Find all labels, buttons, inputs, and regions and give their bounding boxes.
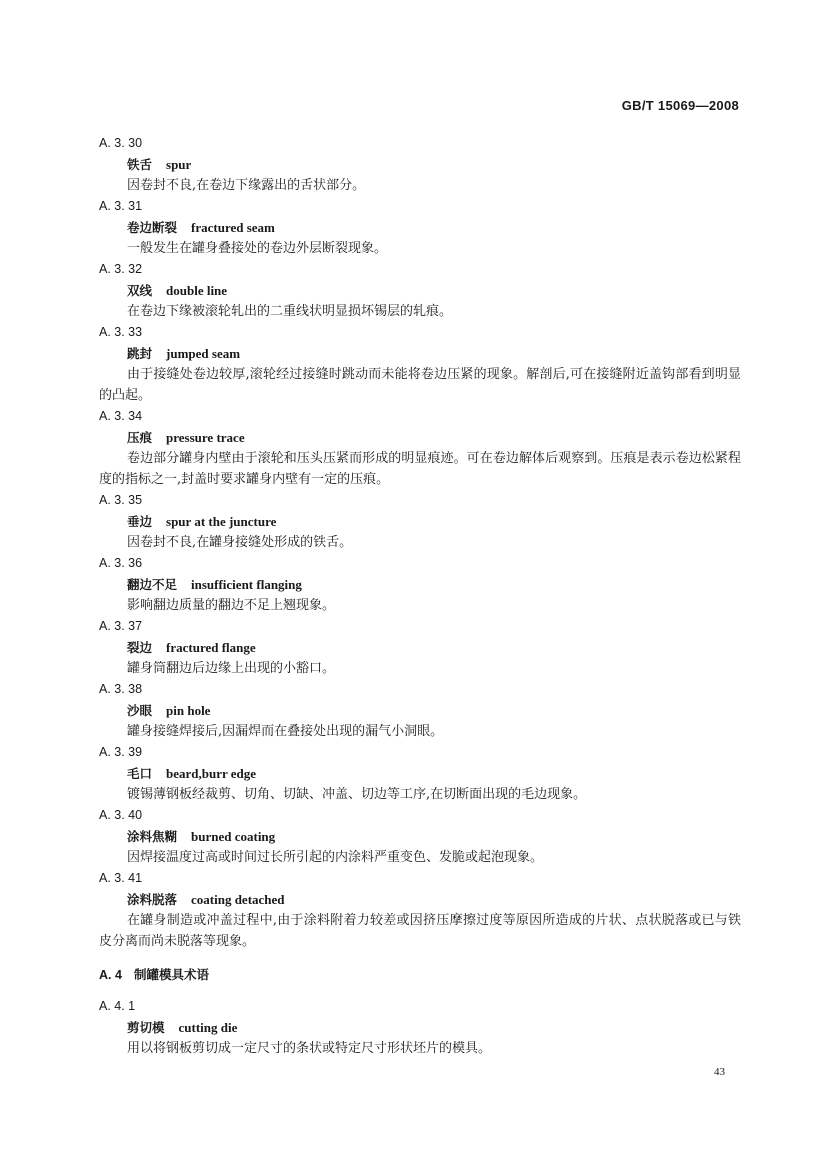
term-entry	[99, 679, 741, 742]
term-definition: 罐身接缝焊接后,因漏焊而在叠接处出现的漏气小洞眼。	[127, 724, 444, 739]
term-english: insufficient flanging	[191, 577, 302, 592]
term-chinese: 压痕	[127, 430, 153, 445]
term-entry	[99, 553, 741, 616]
term-number: A. 3. 34	[99, 409, 143, 423]
term-definition: 因卷封不良,在罐身接缝处形成的铁舌。	[127, 535, 353, 550]
term-chinese: 卷边断裂	[127, 220, 178, 235]
standard-header: GB/T 15069—2008	[621, 98, 739, 113]
term-entry	[99, 490, 741, 553]
term-chinese: 毛口	[127, 766, 153, 781]
term-english: fractured flange	[166, 640, 256, 655]
term-chinese: 涂料脱落	[127, 892, 178, 907]
term-number: A. 3. 41	[99, 871, 143, 885]
term-chinese: 垂边	[127, 514, 153, 529]
term-chinese: 双线	[127, 283, 153, 298]
term-heading	[99, 763, 741, 784]
term-chinese: 剪切模	[127, 1020, 165, 1035]
term-chinese: 裂边	[127, 640, 153, 655]
term-definition: 由于接缝处卷边较厚,滚轮经过接缝时跳动而未能将卷边压紧的现象。解剖后,可在接缝附近盖钩部看到明显的凸起。	[99, 367, 741, 403]
term-chinese: 跳封	[127, 346, 153, 361]
term-heading	[99, 280, 741, 301]
term-heading	[99, 574, 741, 595]
term-chinese: 翻边不足	[127, 577, 178, 592]
section-title: 制罐模具术语	[133, 967, 209, 982]
term-english: beard,burr edge	[166, 766, 257, 781]
term-heading	[99, 889, 741, 910]
term-english: double line	[166, 283, 228, 298]
term-definition: 镀锡薄钢板经裁剪、切角、切缺、冲盖、切边等工序,在切断面出现的毛边现象。	[127, 787, 587, 802]
term-definition: 因卷封不良,在卷边下缘露出的舌状部分。	[127, 178, 366, 193]
term-heading	[99, 637, 741, 658]
term-heading	[99, 343, 741, 364]
term-definition: 一般发生在罐身叠接处的卷边外层断裂现象。	[127, 241, 388, 256]
term-english: pressure trace	[166, 430, 245, 445]
section-number: A. 4	[99, 968, 122, 982]
term-entry	[99, 196, 741, 259]
term-list-a4	[99, 996, 741, 1059]
term-english: cutting die	[178, 1020, 238, 1035]
term-definition: 用以将钢板剪切成一定尺寸的条状或特定尺寸形状坯片的模具。	[127, 1041, 492, 1056]
term-english: spur	[166, 157, 192, 172]
term-entry	[99, 996, 741, 1059]
term-number: A. 3. 35	[99, 493, 143, 507]
term-heading	[99, 1017, 741, 1038]
term-number: A. 3. 32	[99, 262, 143, 276]
term-english: burned coating	[191, 829, 276, 844]
term-number: A. 3. 37	[99, 619, 143, 633]
term-heading	[99, 700, 741, 721]
section-heading-a4	[99, 964, 741, 985]
term-heading	[99, 427, 741, 448]
term-english: spur at the juncture	[166, 514, 277, 529]
term-definition: 影响翻边质量的翻边不足上翘现象。	[127, 598, 336, 613]
term-number: A. 3. 31	[99, 199, 143, 213]
page-number: 43	[714, 1066, 725, 1078]
term-entry	[99, 133, 741, 196]
term-definition: 在罐身制造或冲盖过程中,由于涂料附着力较差或因挤压摩擦过度等原因所造成的片状、点状脱落或已与铁皮分离而尚未脱落等现象。	[99, 913, 741, 949]
term-number: A. 3. 33	[99, 325, 143, 339]
term-number: A. 3. 30	[99, 136, 143, 150]
term-english: coating detached	[191, 892, 285, 907]
term-number: A. 4. 1	[99, 999, 136, 1013]
term-definition: 在卷边下缘被滚轮轧出的二重线状明显损坏锡层的轧痕。	[127, 304, 453, 319]
term-english: fractured seam	[191, 220, 275, 235]
term-number: A. 3. 39	[99, 745, 143, 759]
term-entry	[99, 868, 741, 952]
term-number: A. 3. 38	[99, 682, 143, 696]
term-english: pin hole	[166, 703, 211, 718]
term-number: A. 3. 40	[99, 808, 143, 822]
term-chinese: 沙眼	[127, 703, 153, 718]
term-number: A. 3. 36	[99, 556, 143, 570]
term-heading	[99, 154, 741, 175]
term-entry	[99, 406, 741, 490]
term-entry	[99, 742, 741, 805]
term-heading	[99, 217, 741, 238]
term-heading	[99, 511, 741, 532]
term-heading	[99, 826, 741, 847]
term-definition: 卷边部分罐身内壁由于滚轮和压头压紧而形成的明显痕迹。可在卷边解体后观察到。压痕是表示卷边松紧程度的指标之一,封盖时要求罐身内壁有一定的压痕。	[99, 451, 741, 487]
term-chinese: 涂料焦糊	[127, 829, 178, 844]
term-entry	[99, 322, 741, 406]
term-definition: 因焊接温度过高或时间过长所引起的内涂料严重变色、发脆或起泡现象。	[127, 850, 544, 865]
term-definition: 罐身筒翻边后边缘上出现的小豁口。	[127, 661, 336, 676]
document-body	[99, 133, 741, 1059]
term-entry	[99, 616, 741, 679]
term-chinese: 铁舌	[127, 157, 153, 172]
term-entry	[99, 805, 741, 868]
term-list-a3	[99, 133, 741, 952]
term-entry	[99, 259, 741, 322]
term-english: jumped seam	[166, 346, 241, 361]
